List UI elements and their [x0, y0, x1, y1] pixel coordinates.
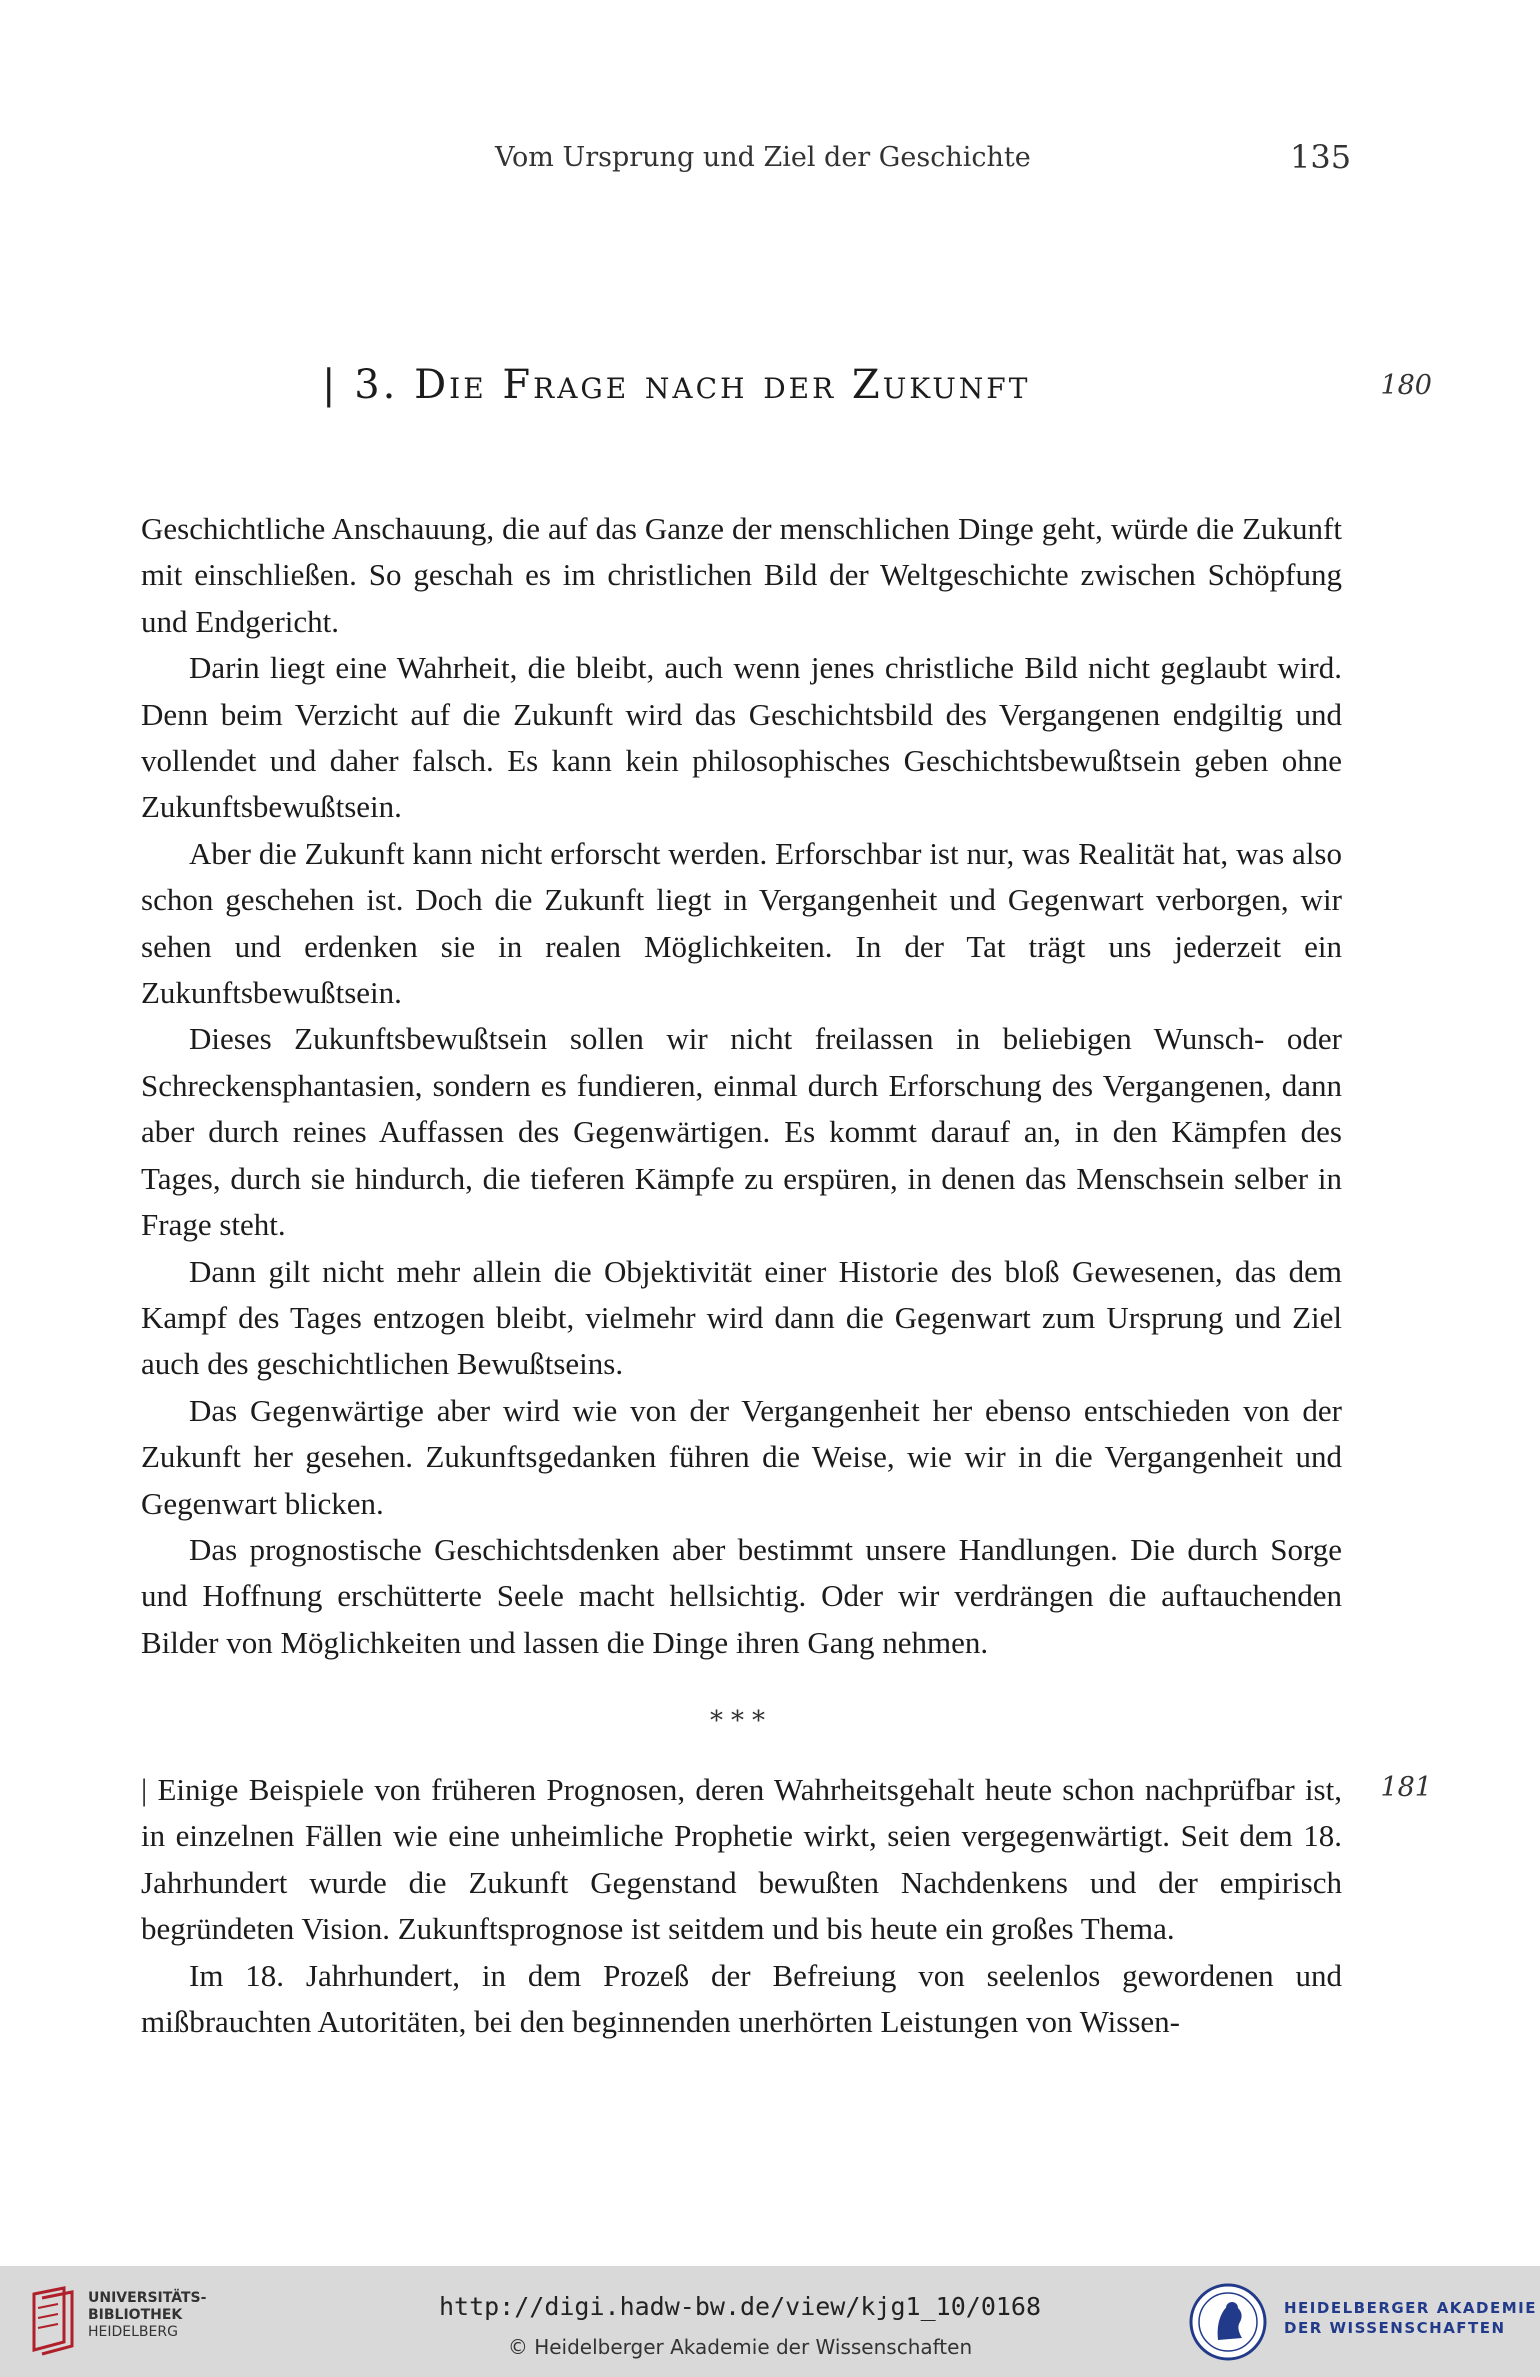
body-text-section-2	[141, 1767, 1342, 2045]
paragraph: Das Gegenwärtige aber wird wie von der Vergangenheit her ebenso entschieden von der Zukunft her gesehen. Zukunftsgedanken führen die Weise, wie wir in die Vergangenheit und Gegenwart blicken.	[141, 1392, 1342, 1521]
running-title: Vom Ursprung und Ziel der Geschichte	[495, 142, 1031, 173]
paragraph: Dann gilt nicht mehr allein die Objektivität einer Historie des bloß Gewesenen, das dem Kampf des Tages entzogen bleibt, vielmehr wird dann die Gegenwart zum Ursprung und Ziel auch des geschichtlichen Bewußtseins.	[141, 1253, 1342, 1382]
paragraph: Dieses Zukunftsbewußtsein sollen wir nicht freilassen in beliebigen Wunsch- oder Schreckensphantasien, sondern es fundieren, einmal durch Erforschung des Vergangenen, dann aber durch reines Auffassen des Gegenwärtigen. Es kommt darauf an, in den Kämpfen des Tages, durch sie hindurch, die tieferen Kämpfe zu erspüren, in denen das Menschsein selber in Frage steht.	[141, 1021, 1342, 1243]
body-text	[141, 506, 1342, 1666]
paragraph: Aber die Zukunft kann nicht erforscht werden. Erforschbar ist nur, was Realität hat, was also schon geschehen ist. Doch die Zukunft liegt in Vergangenheit und Gegenwart verborgen, wir sehen und erdenken sie in realen Möglichkeiten. In der Tat trägt uns jederzeit ein Zukunftsbewußtsein.	[141, 835, 1342, 1011]
academy-line: HEIDELBERGER AKADEMIE	[1284, 2299, 1537, 2317]
academy-name	[1284, 2298, 1537, 2338]
academy-line: DER WISSENSCHAFTEN	[1284, 2319, 1506, 2337]
library-line: UNIVERSITÄTS-	[88, 2290, 207, 2306]
paragraph: Das prognostische Geschichtsdenken aber bestimmt unsere Handlungen. Die durch Sorge und Hoffnung erschütterte Seele macht hellsichtig. Oder wir verdrängen die auftauchenden Bilder von Möglichkeiten und lassen die Dinge ihren Gang nehmen.	[141, 1531, 1342, 1660]
permalink-url[interactable]: http://digi.hadw-bw.de/view/kjg1_10/0168	[438, 2292, 1042, 2321]
paragraph: | Einige Beispiele von früheren Prognosen, deren Wahrheitsgehalt heute schon nachprüfbar ist, in einzelnen Fällen wie eine unheimliche Prophetie wirkt, seien vergegenwärtigt. Seit dem 18. Jahrhundert wurde die Zukunft Gegenstand bewußten Nachdenkens und der empirisch begründeten Vision. Zukunftsprognose ist seitdem und bis heute ein großes Thema.	[141, 1772, 1342, 1947]
page-number: 135	[1290, 138, 1352, 176]
margin-page-ref: 180	[1380, 370, 1432, 401]
paragraph: Geschichtliche Anschauung, die auf das Ganze der menschlichen Dinge geht, würde die Zukunft mit einschließen. So geschah es im christlichen Bild der Weltgeschichte zwischen Schöpfung und Endgericht.	[141, 511, 1342, 639]
copyright-notice: © Heidelberger Akademie der Wissenschaften	[507, 2335, 973, 2359]
section-separator: ***	[710, 1706, 773, 1736]
chapter-heading: | 3. Die Frage nach der Zukunft	[322, 362, 1031, 408]
library-line: BIBLIOTHEK	[88, 2307, 183, 2323]
paragraph: Darin liegt eine Wahrheit, die bleibt, auch wenn jenes christliche Bild nicht geglaubt wird. Denn beim Verzicht auf die Zukunft wird das Geschichtsbild des Vergangenen endgiltig und vollendet und daher falsch. Es kann kein philosophisches Geschichtsbewußtsein geben ohne Zukunftsbewußtsein.	[141, 650, 1342, 825]
footer-bar	[0, 2266, 1540, 2377]
academy-seal-icon[interactable]	[1188, 2282, 1268, 2362]
paragraph: Im 18. Jahrhundert, in dem Prozeß der Befreiung von seelenlos gewordenen und mißbrauchten Autoritäten, bei den beginnenden unerhörten Leistungen von Wissen-	[141, 1957, 1342, 2040]
library-line: HEIDELBERG	[88, 2324, 178, 2340]
margin-page-ref: 181	[1380, 1772, 1432, 1803]
